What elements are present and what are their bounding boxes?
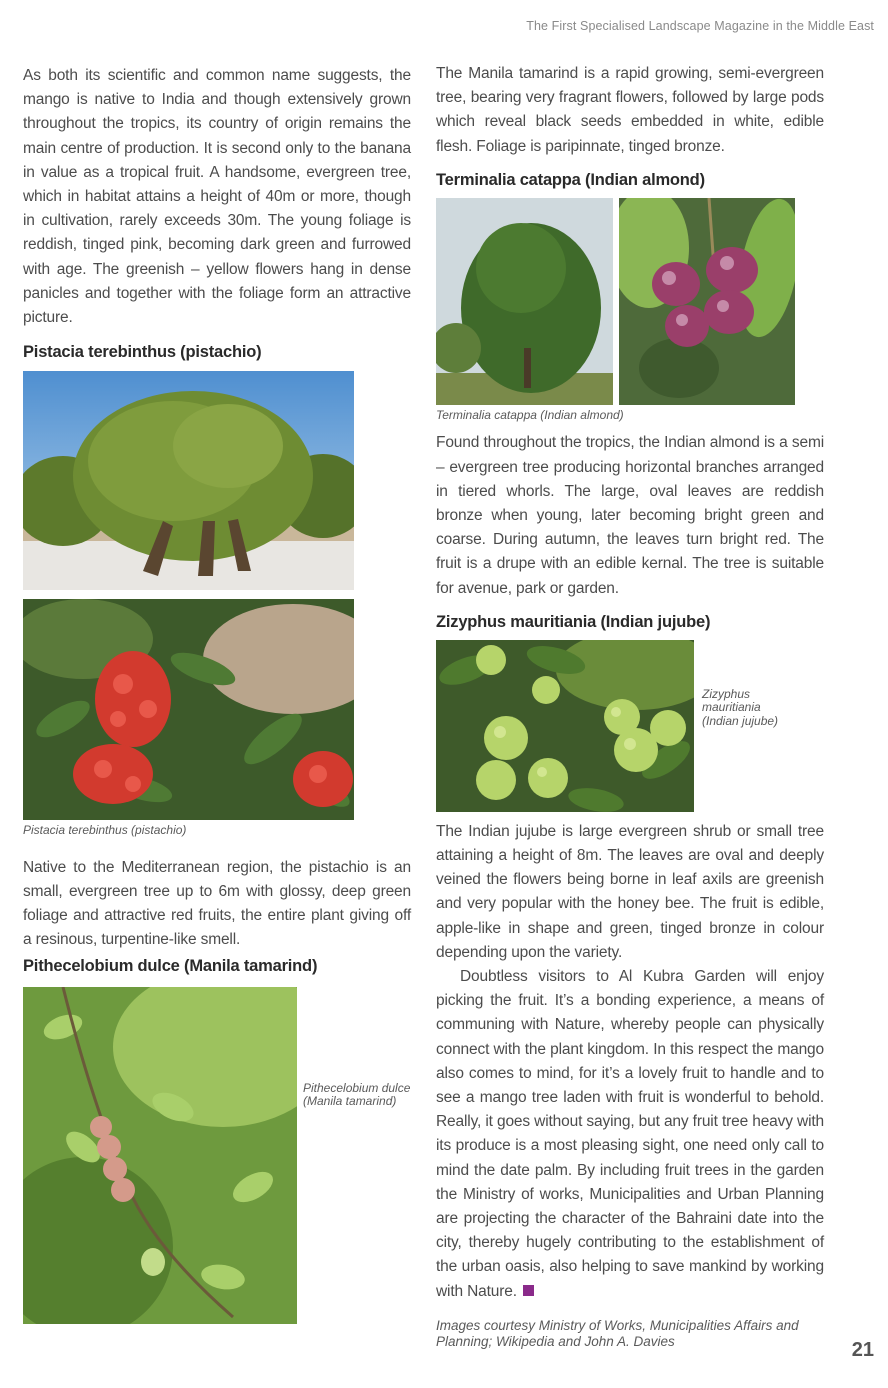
zizyphus-caption-line1: Zizyphus (702, 686, 751, 701)
terminalia-photos (436, 198, 824, 405)
zizyphus-heading: Zizyphus mauritiania (Indian jujube) (436, 612, 711, 631)
pistacia-heading: Pistacia terebinthus (pistachio) (23, 343, 262, 362)
pistacia-caption: Pistacia terebinthus (pistachio) (23, 823, 187, 838)
end-of-article-mark (523, 1285, 534, 1296)
terminalia-paragraph: Found throughout the tropics, the Indian almond is a semi – evergreen tree producing horizontal branches arranged in tiered whorls. The large, oval leaves are reddish bronze when young, later becoming bright green and coarse. During autumn, the leaves turn bright red. The fruit is a drupe with an edible kernal. The tree is suitable for avenue, park or garden. (436, 434, 824, 597)
manila-paragraph: The Manila tamarind is a rapid growing, semi-evergreen tree, bearing very fragrant flowers, followed by large pods which reveal black seeds embedded in white, edible flesh. Foliage is paripinnate, tinged bronze. (436, 65, 824, 155)
terminalia-fruit-photo (619, 198, 795, 405)
pithecelobium-caption (303, 1082, 410, 1109)
pistacia-fruit-photo (23, 599, 354, 820)
zizyphus-caption-line3: (Indian jujube) (702, 713, 779, 728)
left-column (23, 64, 411, 1324)
pistacia-paragraph: Native to the Mediterranean region, the pistachio is an small, evergreen tree up to 6m with glossy, deep green foliage and attractive red fruits, the entire plant giving off a resinous, turpentine-like smell. (23, 858, 411, 949)
zizyphus-caption (702, 688, 778, 729)
closing-paragraph-text: Doubtless visitors to Al Kubra Garden will enjoy picking the fruit. It’s a bonding experience, a means of communing with Nature, whereby people can physically connect with the plant kingdom. In this respect the mango also comes to mind, for it’s a lovely fruit to handle and to see a mango tree laden with fruit is wonderful to behold. Really, it goes without saying, but any fruit tree heavy with its produce is a most pleasing sight, one need only call to mind the date palm. By including fruit trees in the garden the Ministry of works, Municipalities and Urban Planning are projecting the character of the Bahraini date into the city, thereby hugely contributing to the establishment of the urban oasis, also helping to save mankind by working with Nature. (436, 967, 824, 1300)
zizyphus-figure (436, 640, 824, 812)
image-credits: Images courtesy Ministry of Works, Municipalities Affairs and Planning; Wikipedia and John A. Davies (436, 1317, 799, 1349)
magazine-tagline: The First Specialised Landscape Magazine in the Middle East (526, 19, 874, 33)
pithecelobium-caption-line2: (Manila tamarind) (303, 1094, 397, 1109)
zizyphus-caption-line2: mauritiania (702, 700, 761, 715)
pithecelobium-photo (23, 987, 297, 1324)
page-number: 21 (851, 1339, 874, 1361)
pithecelobium-heading: Pithecelobium dulce (Manila tamarind) (23, 956, 318, 975)
right-column (436, 62, 824, 1350)
pithecelobium-figure (23, 987, 411, 1324)
terminalia-caption: Terminalia catappa (Indian almond) (436, 407, 624, 422)
pistacia-tree-photo (23, 371, 354, 590)
terminalia-tree-photo (436, 198, 613, 405)
closing-paragraph (436, 965, 824, 1304)
pithecelobium-caption-line1: Pithecelobium dulce (303, 1080, 411, 1095)
terminalia-heading: Terminalia catappa (Indian almond) (436, 170, 705, 189)
zizyphus-paragraph: The Indian jujube is large evergreen shrub or small tree attaining a height of 8m. The leaves are oval and deeply veined the flowers being borne in leaf axils are greenish and very popular with the honey bee. The fruit is edible, apple-like in shape and green, tinged bronze in colour depending upon the variety. (436, 822, 824, 961)
mango-intro-paragraph: As both its scientific and common name suggests, the mango is native to India and though extensively grown throughout the tropics, its country of origin remains the main centre of production. It is second only to the banana in value as a tropical fruit. A handsome, evergreen tree, which in habitat attains a height of 40m or more, though in cultivation, rarely exceeds 30m. The young foliage is reddish, tinged pink, becoming dark green and furrowed with age. The greenish – yellow flowers hang in dense panicles and together with the foliage form an attractive picture. (23, 67, 411, 327)
zizyphus-photo (436, 640, 694, 812)
